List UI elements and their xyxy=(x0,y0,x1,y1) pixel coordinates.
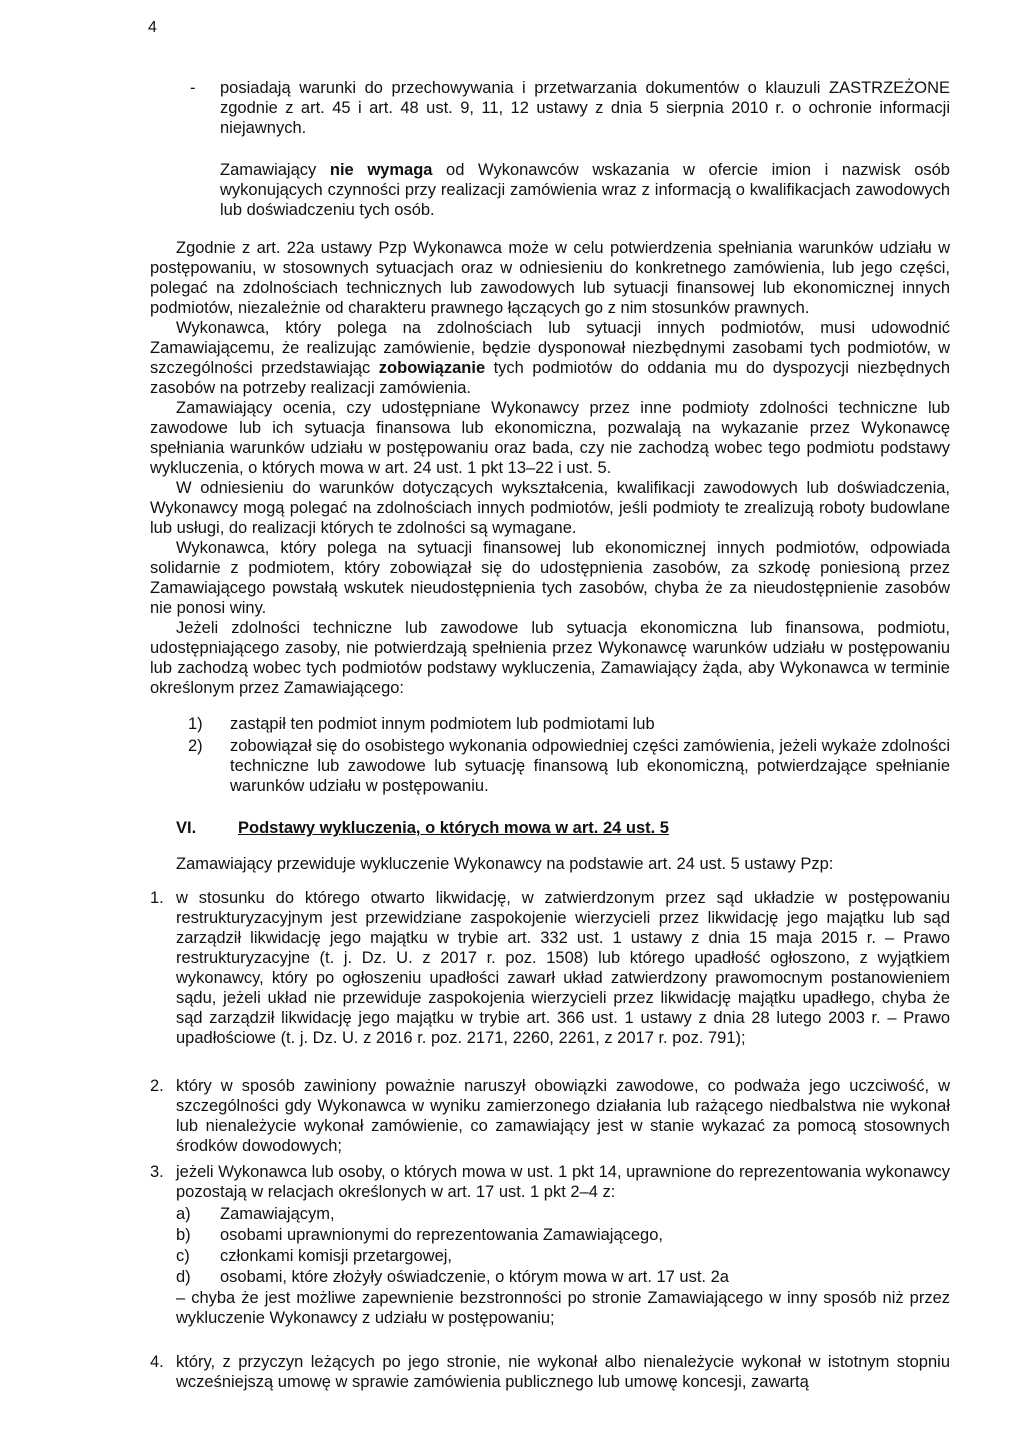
paragraph-6: Jeżeli zdolności techniczne lub zawodowe lub sytuacja ekonomiczna lub finansowa, podmiotu, udostępniającego zasoby, nie potwierdzają spełnienia przez Wykonawcę warunków udziału w postępowaniu lub zachodzą wobec tych podmiotów podstawy wykluczenia, Zamawiający żąda, aby Wykonawca w terminie określonym przez Zamawiającego: xyxy=(150,619,950,697)
page-number: 4 xyxy=(148,19,157,36)
option-item: 1) zastąpił ten podmiot innym podmiotem lub podmiotami lub xyxy=(188,715,655,733)
paragraph-2: Wykonawca, który polega na zdolnościach lub sytuacji innych podmiotów, musi udowodnić Zamawiającemu, że realizując zamówienie, będzie dysponował niezbędnymi zasobami tych podmiotów, w szczególności przedstawiając zobowiązanie tych podmiotów do oddania mu do dyspozycji niezbędnych zasobów na potrzeby realizacji zamówienia. xyxy=(150,319,950,397)
bullet-text: posiadają warunki do przechowywania i przetwarzania dokumentów o klauzuli ZASTRZEŻONE zgodnie z art. 45 i art. 48 ust. 9, 11, 12 ustawy z dnia 5 sierpnia 2010 r. o ochronie informacji niejawnych. xyxy=(220,79,950,137)
section-title: Podstawy wykluczenia, o których mowa w art. 24 ust. 5 xyxy=(238,819,669,837)
section-number: VI. xyxy=(176,819,197,837)
bullet-dash: - xyxy=(190,79,196,97)
option-item: 2) zobowiązał się do osobistego wykonania odpowiedniej części zamówienia, jeżeli wykaże zdolności techniczne lub zawodowe lub sytuację finansową lub ekonomiczną, potwierdzające spełnianie warunków udziału w postępowaniu. xyxy=(188,737,950,795)
section-intro: Zamawiający przewiduje wykluczenie Wykonawcy na podstawie art. 24 ust. 5 ustawy Pzp: xyxy=(176,855,834,873)
note-paragraph: Zamawiający nie wymaga od Wykonawców wskazania w ofercie imion i nazwisk osób wykonujących czynności przy realizacji zamówienia wraz z informacją o kwalifikacjach zawodowych lub doświadczeniu tych osób. xyxy=(220,161,950,219)
paragraph-group xyxy=(150,238,950,698)
paragraph-4: W odniesieniu do warunków dotyczących wykształcenia, kwalifikacji zawodowych lub doświadczenia, Wykonawcy mogą polegać na zdolnościach innych podmiotów, jeśli podmioty te zrealizują roboty budowlane lub usługi, do realizacji których te zdolności są wymagane. xyxy=(150,479,950,537)
ground-item: 2. który w sposób zawiniony poważnie naruszył obowiązki zawodowe, co podważa jego uczciwość, w szczególności gdy Wykonawca w wyniku zamierzonego działania lub rażącego niedbalstwa nie wykonał lub nienależycie wykonał zamówienie, co zamawiający jest w stanie wykazać za pomocą stosownych środków dowodowych; xyxy=(150,1077,950,1155)
ground-item: 4. który, z przyczyn leżących po jego stronie, nie wykonał albo nienależycie wykonał w istotnym stopniu wcześniejszą umowę w sprawie zamówienia publicznego lub umowę koncesji, zawartą xyxy=(150,1353,950,1391)
zobowiazanie-emphasis: zobowiązanie xyxy=(378,359,486,377)
closing-clause: – chyba że jest możliwe zapewnienie bezstronności po stronie Zamawiającego w inny sposób niż przez wykluczenie Wykonawcy z udziału w postępowaniu; xyxy=(176,1289,950,1327)
paragraph-1: Zgodnie z art. 22a ustawy Pzp Wykonawca może w celu potwierdzenia spełniania warunków udziału w postępowaniu, w stosownych sytuacjach oraz w odniesieniu do konkretnego zamówienia, lub jego części, polegać na zdolnościach technicznych lub zawodowych lub sytuacji finansowej lub ekonomicznej innych podmiotów, niezależnie od charakteru prawnego łączących go z nim stosunków prawnych. xyxy=(150,239,950,317)
paragraph-3: Zamawiający ocenia, czy udostępniane Wykonawcy przez inne podmioty zdolności techniczne lub zawodowe lub ich sytuacja finansowa lub ekonomiczna, pozwalają na wykazanie przez Wykonawcę spełniania warunków udziału w postępowaniu oraz bada, czy nie zachodzą wobec tego podmiotu podstawy wykluczenia, o których mowa w art. 24 ust. 1 pkt 13–22 i ust. 5. xyxy=(150,399,950,477)
ground-item: 1. w stosunku do którego otwarto likwidację, w zatwierdzonym przez sąd układzie w postępowaniu restrukturyzacyjnym jest przewidziane zaspokojenie wierzycieli przez likwidację jego majątku lub sąd zarządził likwidację jego majątku w trybie art. 332 ust. 1 ustawy z dnia 15 maja 2015 r. – Prawo restrukturyzacyjne (t. j. Dz. U. z 2017 r. poz. 1508) lub którego upadłość ogłoszono, z wyjątkiem wykonawcy, który po ogłoszeniu upadłości zawarł układ zatwierdzony prawomocnym postanowieniem sądu, jeżeli układ nie przewiduje zaspokojenia wierzycieli przez likwidację majątku upadłego, chyba że sąd zarządził likwidację jego majątku w trybie art. 366 ust. 1 ustawy z dnia 28 lutego 2003 r. – Prawo upadłościowe (t. j. Dz. U. z 2016 r. poz. 2171, 2260, 2261, z 2017 r. poz. 791); xyxy=(150,889,950,1047)
paragraph-5: Wykonawca, który polega na sytuacji finansowej lub ekonomicznej innych podmiotów, odpowiada solidarnie z podmiotem, który zobowiązał się do udostępnienia zasobów, za szkodę poniesioną przez Zamawiającego powstałą wskutek nieudostępnienia tych zasobów, chyba że za nieudostępnienie zasobów nie ponosi winy. xyxy=(150,539,950,617)
ground-item: 3. jeżeli Wykonawca lub osoby, o których mowa w ust. 1 pkt 14, uprawnione do reprezentowania wykonawcy pozostają w relacjach określonych w art. 17 ust. 1 pkt 2–4 z: xyxy=(150,1163,950,1201)
note-emphasis: nie wymaga xyxy=(329,161,433,179)
bullet-item xyxy=(190,78,950,138)
